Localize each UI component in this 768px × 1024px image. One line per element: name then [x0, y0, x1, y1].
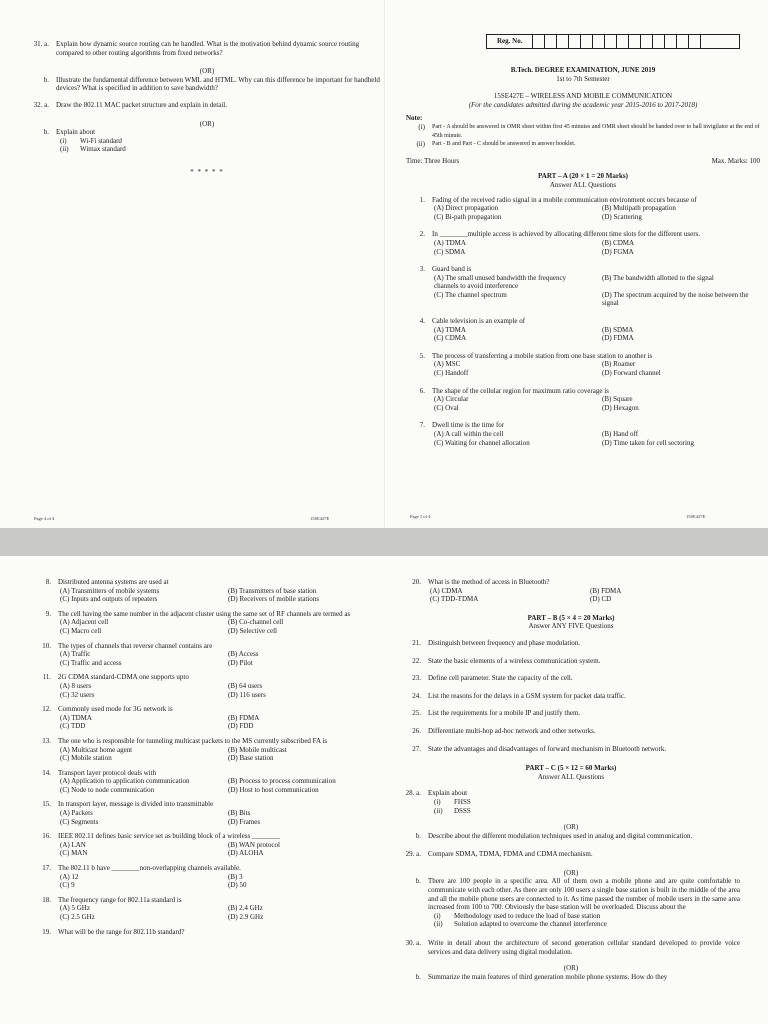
option: (D) Host to host communication: [228, 785, 319, 794]
option: (C) Waiting for channel allocation: [434, 438, 530, 447]
question-4: 4. Cable television is an example of (A) TDMA (B) SDMA (C) CDMA (D) FDMA: [406, 317, 760, 343]
option: (D) Hexagon: [602, 403, 639, 412]
question-28b: b. Describe about the different modulation techniques used in analog and digital communication.: [415, 831, 693, 840]
option: (C) Oval: [434, 403, 459, 412]
option: (B) 3: [228, 872, 243, 881]
page-1-column: [406, 34, 760, 447]
note-ii: (ii) Part - B and Part - C should be answered in answer booklet.: [416, 140, 576, 149]
question-6: 6. The shape of the cellular region for maximum ratio coverage is (A) Circular (B) Square (C) Oval (D) Hexagon: [406, 387, 760, 413]
option: (C) 2.5 GHz: [60, 913, 95, 921]
question-22: 22. State the basic elements of a wireless communication system.: [412, 656, 601, 665]
q29b-subparts: [434, 912, 740, 929]
note-i: (i) Part - A should be answered in OMR sheet within first 45 minutes and OMR sheet should be handed over to hall invigilator at the end of 45th minute.: [418, 122, 760, 139]
page-4-column: [30, 40, 384, 177]
question-1: 1. Fading of the received radio signal in a mobile communication environment occurs because of (A) Direct propagation (B) Multipath propagation (C) Bi-path propagation (D) Scattering: [406, 196, 760, 222]
part-b-instruction: Answer ANY FIVE Questions: [528, 622, 614, 631]
option: (C) Handoff: [434, 369, 469, 378]
question-16: 16. IEEE 802.11 defines basic service set as building block of a wireless ________ (A) LAN (B) WAN protocol (C) MAN (D) ALOHA: [32, 832, 386, 858]
or-separator: (OR): [199, 119, 215, 128]
question-9: 9. The cell having the same number in the adjacent cluster using the same set of RF channels are termed as (A) Adjacent cell (B) Co-channel cell (C) Macro cell (D) Selective cell: [32, 610, 386, 636]
question-15: 15. In transport layer, message is divided into transmittable (A) Packets (B) Bits (C) Segments (D) Frames: [32, 800, 386, 826]
batch-note: (For the candidates admitted during the academic year 2015-2016 to 2017-2018): [468, 100, 698, 109]
q32b-subparts: [60, 137, 384, 154]
time-allowed: Time: Three Hours: [406, 156, 460, 165]
question-23: 23. Define cell parameter. State the capacity of the cell.: [412, 674, 573, 683]
option: (D) Base station: [228, 754, 274, 763]
question-26: 26. Differentiate multi-hop ad-hoc network and other networks.: [412, 726, 596, 735]
question-25: 25. List the requirements for a mobile IP and justify them.: [412, 709, 581, 718]
max-marks: Max. Marks: 100: [711, 156, 760, 165]
option: (A) TDMA: [60, 713, 92, 722]
page-4-footer-left: Page 4 of 4: [34, 516, 55, 521]
question-28a: 28. a. Explain about: [405, 789, 468, 798]
option: (A) The small unused bandwidth the frequency channels to avoid interference: [434, 273, 567, 291]
question-30b: b. Summarize the main features of third generation mobile phone systems. How do they: [415, 972, 668, 981]
option: (C) TDD-TDMA: [430, 595, 479, 604]
part-a-title: PART – A (20 × 1 = 20 Marks): [538, 172, 628, 181]
option: (D) ALOHA: [228, 849, 264, 858]
option: (A) TDMA: [434, 325, 466, 334]
option: (D) 116 users: [228, 690, 266, 699]
question-14: 14. Transport layer protocol deals with (A) Application to application communication (B) Process to process communication (C) Node to node communication (D) Host to host communication: [32, 769, 386, 795]
question-20: 20. What is the method of access in Bluetooth? (A) CDMA (B) FDMA (C) TDD-TDMA (D) CD: [402, 578, 740, 604]
option: (C) 9: [60, 881, 75, 890]
subpart: (i) Wi-Fi standard: [60, 136, 122, 145]
option: (C) MAN: [60, 849, 88, 858]
question-10: 10. The types of channels that reverse channel contains are (A) Traffic (B) Access (C) Traffic and access (D) Pilot: [32, 642, 386, 668]
option: (D) FDD: [228, 722, 254, 731]
option: (B) Transmitters of base station: [228, 586, 317, 595]
subpart: (i) FHSS: [434, 797, 471, 806]
page-1-footer-right: 15SE427E: [686, 514, 706, 519]
option: (D) FGMA: [602, 247, 634, 256]
option: (D) Scattering: [602, 212, 642, 221]
end-stars: * * * * *: [190, 167, 224, 176]
page-fold: [384, 0, 385, 528]
option: (C) Node to node communication: [60, 785, 155, 794]
option: (A) 12: [60, 872, 79, 881]
option: (C) TDD: [60, 722, 86, 731]
option: (A) CDMA: [430, 586, 463, 595]
exam-title: B.Tech. DEGREE EXAMINATION, JUNE 2019: [510, 66, 656, 74]
part-c-instruction: Answer ALL Questions: [537, 772, 605, 781]
option: (A) Packets: [60, 809, 93, 818]
option: (D) Pilot: [228, 658, 253, 667]
option: (D) Selective cell: [228, 626, 277, 635]
note-label: Note:: [406, 114, 423, 123]
option: (B) Access: [228, 650, 259, 659]
option: (B) SDMA: [602, 325, 634, 334]
or-separator: (OR): [563, 823, 579, 832]
option: (C) CDMA: [434, 334, 467, 343]
question-17: 17. The 802.11 b have ________non-overlapping channels available. (A) 12 (B) 3 (C) 9 (D) 50: [32, 864, 386, 890]
option: (D) Time taken for cell sectoring: [602, 438, 694, 447]
question-5: 5. The process of transferring a mobile station from one base station to another is (A) MSC (B) Roamer (C) Handoff (D) Forward channel: [406, 352, 760, 378]
page-2-column: [32, 578, 386, 936]
option: (D) Receivers of mobile stations: [228, 595, 319, 604]
part-c-title: PART – C (5 × 12 = 60 Marks): [525, 764, 617, 773]
option: (C) Segments: [60, 817, 99, 826]
option: (A) 5 GHz: [60, 904, 90, 913]
subpart: (ii) Solution adapted to overcome the channel interference: [434, 920, 607, 929]
question-30a: 30. a. Write in detail about the architecture of second generation cellular standard developed to provide voice services and data delivery using digital modulation.: [405, 939, 740, 956]
option: (B) Bits: [228, 809, 251, 818]
option: (D) CD: [590, 595, 612, 604]
option: (C) Traffic and access: [60, 658, 122, 667]
page-1-footer-left: Page 1 of 4: [410, 514, 431, 519]
option: (B) Multipath propagation: [602, 204, 676, 213]
option: (B) Roamer: [602, 360, 636, 369]
semester: 1st to 7th Semester: [556, 74, 610, 83]
or-separator: (OR): [563, 964, 579, 973]
part-a-instruction: Answer ALL Questions: [549, 180, 617, 189]
question-18: 18. The frequency range for 802.11a standard is (A) 5 GHz (B) 2.4 GHz (C) 2.5 GHz (D) 2.9 GHz: [32, 896, 386, 922]
exam-sheet-bottom: [0, 556, 768, 1024]
option: (D) FDMA: [602, 334, 634, 343]
option: (B) Hand off: [602, 430, 639, 438]
option: (B) FDMA: [590, 586, 622, 595]
question-27: 27. State the advantages and disadvantages of forward mechanism in Bluetooth network.: [412, 744, 667, 753]
option: (D) 2.9 GHz: [228, 913, 264, 921]
question-19: 19. What will be the range for 802.11b standard?: [42, 927, 185, 936]
question-13: 13. The one who is responsible for tunneling multicast packets to the MS currently subscribed FA is (A) Multicast home agent (B) Mobile multicast (C) Mobile station (D) Base station: [32, 737, 386, 763]
question-29b: b. There are 100 people in a specific area. All of them own a mobile phone and are quite comfortable to communicate with each other. As there are only 100 users a single base station is built in the middle of the area and all the mobile phone users are connected to it. As time passed the number of mobile users in the same area increased from 100 to 700. Obviously the base station will be overloaded. Discuss about the: [415, 877, 740, 912]
question-3: 3. Guard band is (A) The small unused bandwidth the frequency channels to avoid interference (B) The bandwidth allotted to the signal (C) The channel spectrum (D) The spectrum acquired by the noise between the signal: [406, 265, 760, 308]
question-2: 2. In ________multiple access is achieved by allocating different time slots for the different users. (A) TDMA (B) CDMA (C) SDMA (D) FGMA: [406, 230, 760, 256]
option: (A) LAN: [60, 840, 86, 849]
option: (A) TDMA: [434, 238, 466, 247]
option: (C) Mobile station: [60, 754, 112, 763]
option: (D) Frames: [228, 817, 261, 826]
question-29a: 29. a. Compare SDMA, TDMA, FDMA and CDMA mechanism.: [405, 850, 593, 859]
option: (B) Process to process communication: [228, 777, 336, 786]
or-separator: (OR): [563, 868, 579, 877]
option: (B) The bandwidth allotted to the signal: [602, 273, 714, 282]
subpart: (i) Methodology used to reduce the load of base station: [434, 911, 601, 920]
option: (A) Traffic: [60, 650, 91, 659]
q31a: 31. a. Explain how dynamic source routing can be handled. What is the motivation behind dynamic source routing compared to other routing algorithms from fixed networks?: [33, 40, 360, 57]
course-title: 15SE427E – WIRELESS AND MOBILE COMMUNICATION: [493, 92, 673, 101]
q28a-subparts: [434, 798, 740, 815]
reg-no-box: Reg. No.: [486, 34, 740, 49]
page-3-column: [402, 578, 740, 981]
option: (B) 64 users: [228, 681, 263, 690]
option: (B) WAN protocol: [228, 840, 280, 849]
page-4-footer-right: 15SE427E: [310, 516, 330, 521]
part-b-title: PART – B (5 × 4 = 20 Marks): [527, 613, 615, 622]
option: (B) Co-channel cell: [228, 618, 284, 627]
subpart: (ii) DSSS: [434, 806, 471, 815]
option: (A) Circular: [434, 395, 469, 404]
question-21: 21. Distinguish between frequency and phase modulation.: [412, 638, 581, 647]
option: (A) Multicast home agent: [60, 745, 133, 754]
q32a: 32. a. Draw the 802.11 MAC packet structure and explain in detail.: [33, 100, 227, 109]
option: (D) 50: [228, 881, 247, 890]
option: (C) 32 users: [60, 690, 95, 699]
option: (C) Inputs and outputs of repeaters: [60, 595, 158, 604]
option: (A) Adjacent cell: [60, 618, 109, 627]
option: (A) Direct propagation: [434, 204, 499, 213]
option: (D) Forward channel: [602, 369, 661, 378]
option: (B) 2.4 GHz: [228, 904, 263, 913]
option: (C) SDMA: [434, 247, 466, 256]
option: (A) MSC: [434, 360, 461, 369]
option: (B) Square: [602, 395, 633, 404]
question-11: 11. 2G CDMA standard-CDMA one supports upto (A) 8 users (B) 64 users (C) 32 users (D) 116 users: [32, 673, 386, 699]
q32b: b. Explain about: [43, 128, 96, 137]
subpart: (ii) Wimax standard: [60, 145, 126, 154]
option: (B) Mobile multicast: [228, 745, 287, 754]
option: (B) FDMA: [228, 713, 260, 722]
question-7: 7. Dwell time is the time for (A) A call within the cell (B) Hand off (C) Waiting for channel allocation (D) Time taken for cell sectoring: [406, 421, 760, 447]
option: (D) The spectrum acquired by the noise between the signal: [602, 290, 749, 308]
option: (A) 8 users: [60, 681, 92, 690]
option: (C) Bi-path propagation: [434, 212, 502, 221]
time-marks-row: [406, 157, 760, 166]
option: (C) Macro cell: [60, 626, 102, 635]
question-24: 24. List the reasons for the delays in a GSM system for packet data traffic.: [412, 691, 626, 700]
option: (A) Transmitters of mobile systems: [60, 586, 160, 595]
option: (B) CDMA: [602, 238, 635, 247]
option: (A) Application to application communication: [60, 777, 190, 786]
option: (A) A call within the cell: [434, 430, 504, 438]
q31b: b. Illustrate the fundamental difference between WML and HTML. Why can this difference be important for handheld devices? What is specified in addition to save bandwidth?: [43, 75, 380, 93]
question-8: 8. Distributed antenna systems are used at (A) Transmitters of mobile systems (B) Transmitters of base station (C) Inputs and outputs of repeaters (D) Receivers of mobile stations: [32, 578, 386, 604]
question-12: 12. Commonly used mode for 3G network is (A) TDMA (B) FDMA (C) TDD (D) FDD: [32, 705, 386, 731]
option: (C) The channel spectrum: [434, 290, 507, 299]
or-separator: (OR): [199, 67, 215, 76]
